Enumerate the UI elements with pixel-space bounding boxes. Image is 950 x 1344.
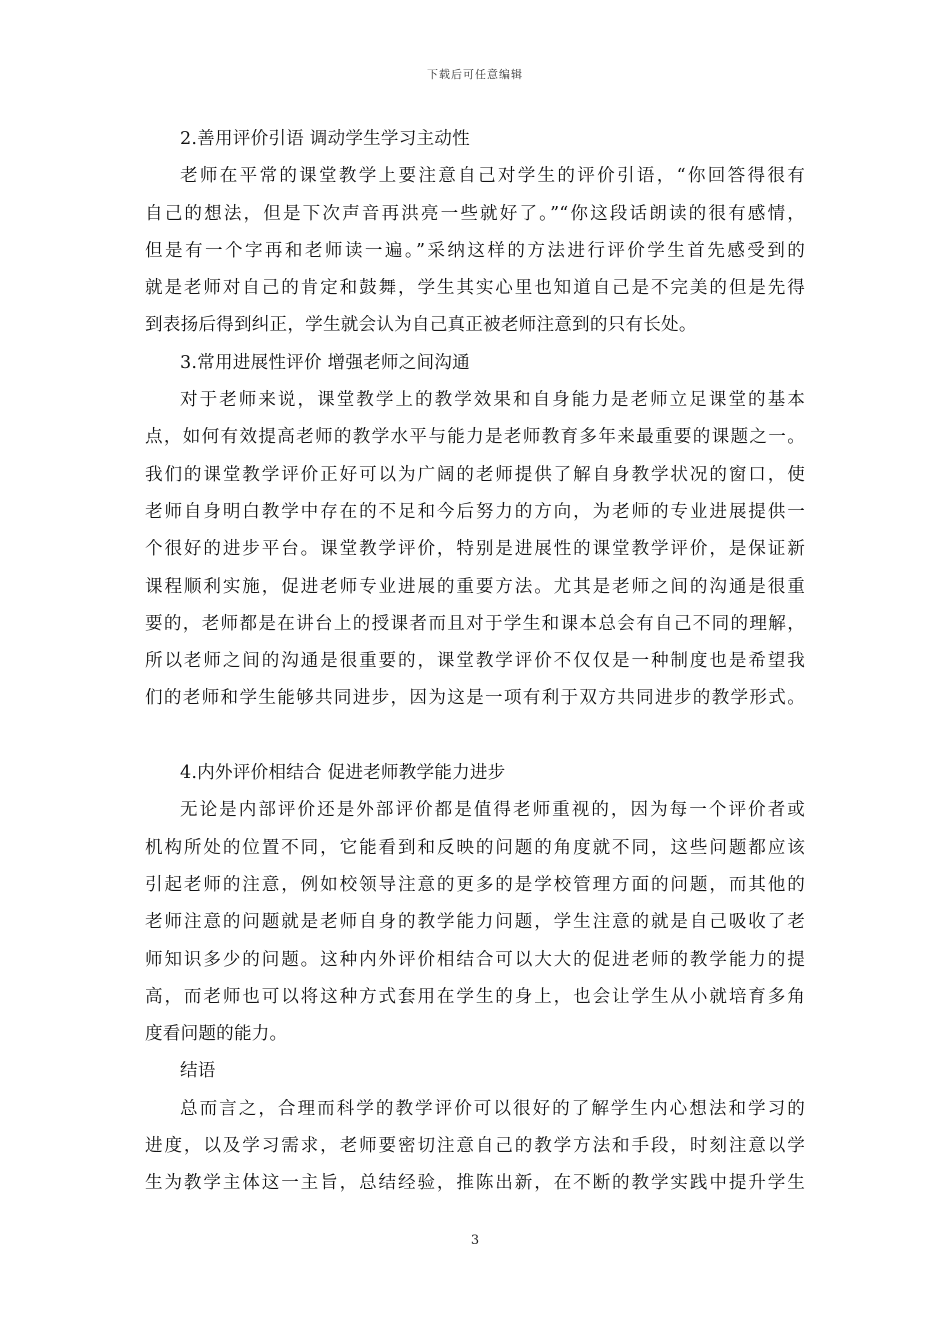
paragraph-gap bbox=[145, 718, 805, 755]
section-heading-2: 2.善用评价引语 调动学生学习主动性 bbox=[180, 129, 470, 149]
paragraph-line: 师知识多少的问题。这种内外评价相结合可以大大的促进老师的教学能力的提 bbox=[145, 949, 805, 970]
document-body bbox=[145, 121, 805, 1203]
page-number: 3 bbox=[470, 1233, 480, 1248]
paragraph-line: 高，而老师也可以将这种方式套用在学生的身上，也会让学生从小就培育多角 bbox=[145, 986, 805, 1007]
section-heading-4: 4.内外评价相结合 促进老师教学能力进步 bbox=[180, 763, 506, 784]
paragraph-line: 点，如何有效提高老师的教学水平与能力是老师教育多年来最重要的课题之一。 bbox=[145, 427, 805, 448]
paragraph-line: 老师在平常的课堂教学上要注意自己对学生的评价引语，“你回答得很有 bbox=[180, 166, 805, 187]
paragraph-line: 到表扬后得到纠正，学生就会认为自己真正被老师注意到的只有长处。 bbox=[145, 315, 697, 336]
conclusion-heading: 结语 bbox=[180, 1061, 216, 1082]
section-heading-3: 3.常用进展性评价 增强老师之间沟通 bbox=[180, 352, 470, 373]
paragraph-line: 就是老师对自己的肯定和鼓舞，学生其实心里也知道自己是不完美的但是先得 bbox=[145, 278, 805, 299]
paragraph-line: 课程顺利实施，促进老师专业进展的重要方法。尤其是老师之间的沟通是很重 bbox=[145, 576, 805, 597]
paragraph-line: 无论是内部评价还是外部评价都是值得老师重视的，因为每一个评价者或 bbox=[180, 800, 805, 821]
paragraph-line: 老师注意的问题就是老师自身的教学能力问题，学生注意的就是自己吸收了老 bbox=[145, 912, 805, 933]
paragraph-line: 要的，老师都是在讲台上的授课者而且对于学生和课本总会有自己不同的理解， bbox=[145, 613, 805, 634]
paragraph-line: 度看问题的能力。 bbox=[145, 1024, 288, 1045]
paragraph-line: 但是有一个字再和老师读一遍。”采纳这样的方法进行评价学生首先感受到的 bbox=[145, 240, 805, 261]
paragraph-line: 总而言之，合理而科学的教学评价可以很好的了解学生内心想法和学习的 bbox=[180, 1098, 805, 1119]
paragraph-line: 进度，以及学习需求，老师要密切注意自己的教学方法和手段，时刻注意以学 bbox=[145, 1136, 805, 1157]
paragraph-line: 个很好的进步平台。课堂教学评价，特别是进展性的课堂教学评价，是保证新 bbox=[145, 539, 805, 560]
paragraph-line: 自己的想法，但是下次声音再洪亮一些就好了。”“你这段话朗读的很有感情， bbox=[145, 203, 805, 224]
paragraph-line: 我们的课堂教学评价正好可以为广阔的老师提供了解自身教学状况的窗口，使 bbox=[145, 464, 805, 485]
paragraph-line: 老师自身明白教学中存在的不足和今后努力的方向，为老师的专业进展提供一 bbox=[145, 501, 805, 522]
paragraph-line: 机构所处的位置不同，它能看到和反映的问题的角度就不同，这些问题都应该 bbox=[145, 837, 805, 858]
paragraph-line: 所以老师之间的沟通是很重要的，课堂教学评价不仅仅是一种制度也是希望我 bbox=[145, 651, 805, 672]
paragraph-line: 对于老师来说，课堂教学上的教学效果和自身能力是老师立足课堂的基本 bbox=[180, 390, 805, 411]
paragraph-line: 生为教学主体这一主旨，总结经验，推陈出新，在不断的教学实践中提升学生 bbox=[145, 1173, 805, 1194]
page-header: 下载后可任意编辑 bbox=[427, 68, 523, 81]
paragraph-line: 们的老师和学生能够共同进步，因为这是一项有利于双方共同进步的教学形式。 bbox=[145, 688, 805, 709]
paragraph-line: 引起老师的注意，例如校领导注意的更多的是学校管理方面的问题，而其他的 bbox=[145, 874, 805, 895]
